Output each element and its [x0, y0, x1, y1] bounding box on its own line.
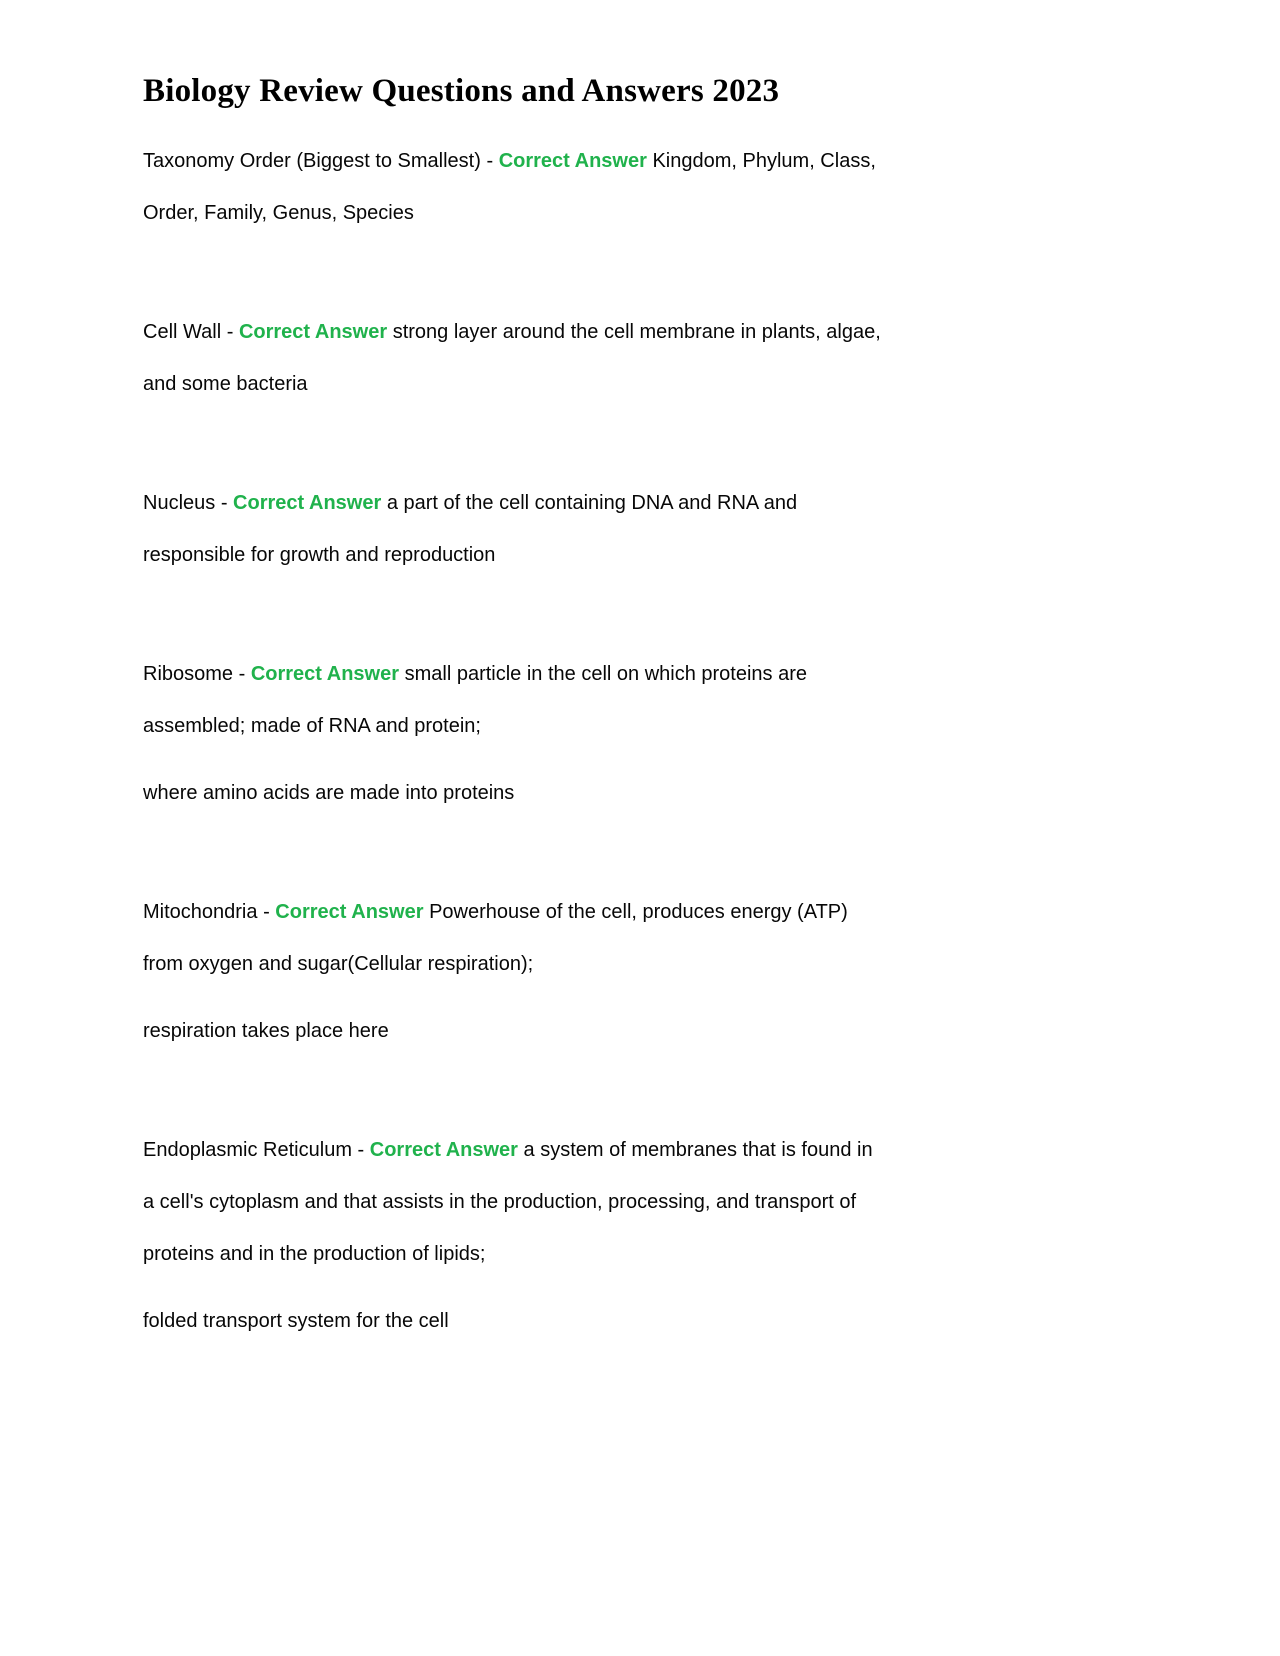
answer-text-line: from oxygen and sugar(Cellular respiration); [143, 953, 534, 975]
qa-paragraph [143, 1124, 1137, 1280]
term-answer-separator: - [215, 492, 234, 514]
answer-text-line: responsible for growth and reproduction [143, 544, 496, 566]
qa-entry [143, 477, 1137, 581]
answer-text-line: strong layer around the cell membrane in plants, algae, [392, 321, 881, 343]
term-answer-separator: - [480, 150, 499, 172]
answer-text-line: Order, Family, Genus, Species [143, 202, 414, 224]
answer-text-line: a cell's cytoplasm and that assists in the production, processing, and transport of [143, 1191, 857, 1213]
correct-answer-label: Correct Answer [238, 321, 388, 343]
term-answer-separator: - [233, 663, 251, 685]
term-answer-separator: - [221, 321, 239, 343]
qa-paragraph [143, 648, 1137, 752]
answer-text-line: Kingdom, Phylum, Class, [652, 150, 876, 172]
note-paragraph: respiration takes place here [143, 1020, 389, 1042]
correct-answer-label: Correct Answer [498, 150, 647, 172]
question-term: Taxonomy Order (Biggest to Smallest) [143, 150, 481, 172]
answer-text-line: and some bacteria [143, 373, 308, 395]
answer-text-line: proteins and in the production of lipids; [143, 1243, 486, 1265]
question-term: Ribosome [143, 663, 234, 685]
term-answer-separator: - [351, 1139, 370, 1161]
page-title: Biology Review Questions and Answers 2023 [143, 73, 780, 109]
question-term: Cell Wall [143, 321, 222, 343]
question-term: Mitochondria [143, 901, 258, 923]
qa-entry [143, 306, 1137, 410]
answer-text-line: Powerhouse of the cell, produces energy (ATP) [429, 901, 848, 923]
qa-paragraph [143, 886, 1137, 990]
question-term: Nucleus [143, 492, 216, 514]
correct-answer-label: Correct Answer [233, 492, 382, 514]
answer-text-line: a part of the cell containing DNA and RNA and [386, 492, 798, 514]
note-paragraph: where amino acids are made into proteins [143, 782, 515, 804]
qa-paragraph [143, 306, 1137, 410]
correct-answer-label: Correct Answer [275, 901, 424, 923]
qa-paragraph [143, 135, 1137, 239]
answer-text-line: a system of membranes that is found in [523, 1139, 873, 1161]
qa-entry [143, 648, 1137, 819]
note-paragraph: folded transport system for the cell [143, 1310, 449, 1332]
qa-entry [143, 135, 1137, 239]
correct-answer-label: Correct Answer [250, 663, 400, 685]
qa-paragraph [143, 477, 1137, 581]
qa-entry [143, 1124, 1137, 1347]
answer-text-line: assembled; made of RNA and protein; [143, 715, 481, 737]
question-term: Endoplasmic Reticulum [143, 1139, 352, 1161]
term-answer-separator: - [257, 901, 276, 923]
answer-text-line: small particle in the cell on which proteins are [404, 663, 808, 685]
correct-answer-label: Correct Answer [369, 1139, 518, 1161]
qa-entry [143, 886, 1137, 1057]
